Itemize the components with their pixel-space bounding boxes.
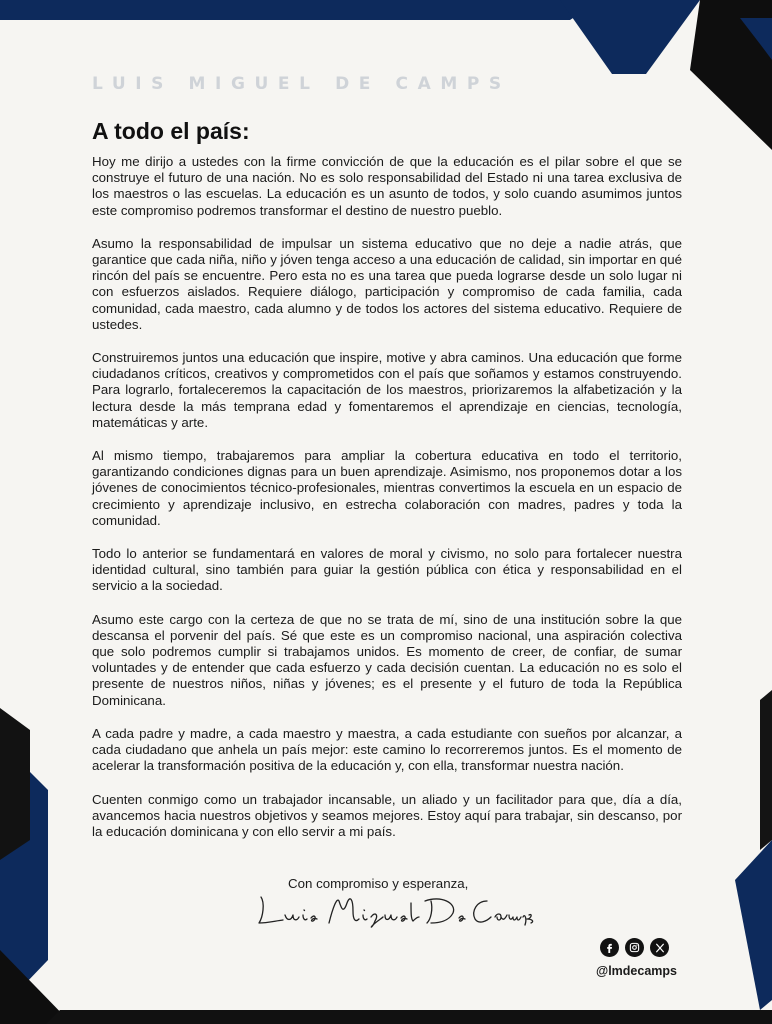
x-icon[interactable] (650, 938, 669, 957)
paragraph: Todo lo anterior se fundamentará en valores de moral y civismo, no solo para fortalecer nuestra identidad cultural, sino también para guiar la gestión pública con ética y responsabilidad en el servicio a la sociedad. (92, 546, 682, 594)
paragraph: Asumo este cargo con la certeza de que no se trata de mí, sino de una institución sobre la que descansa el porvenir del país. Sé que este es un compromiso nacional, una aspiración colectiva que solo podremos cumplir si trabajamos unidos. Es momento de creer, de confiar, de sumar voluntades y de entender que cada esfuerzo y cada decisión cuentan. La educación no es solo el presente de nuestros niños, niñas y jóvenes; es el presente y el futuro de toda la República Dominicana. (92, 611, 682, 708)
letter-body (92, 154, 682, 857)
paragraph: Hoy me dirijo a ustedes con la firme convicción de que la educación es el pilar sobre el que se construye el futuro de una nación. No es solo responsabilidad del Estado ni una tarea exclusiva de los maestros o las escuelas. La educación es un asunto de todos, y solo cuando asumimos juntos este compromiso podremos transformar el destino de nuestro pueblo. (92, 154, 682, 218)
handwritten-signature (255, 893, 535, 931)
instagram-icon[interactable] (625, 938, 644, 957)
social-handle[interactable]: @lmdecamps (596, 964, 677, 978)
author-header: LUIS MIGUEL DE CAMPS (92, 74, 511, 94)
bottom-black-band (46, 1010, 772, 1024)
closing-line: Con compromiso y esperanza, (288, 876, 469, 891)
top-navy-band (0, 0, 600, 20)
paragraph: Cuenten conmigo como un trabajador incansable, un aliado y un facilitador para que, día a día, avancemos hacia nuestros objetivos y seamos mejores. Estoy aquí para trabajar, sin descanso, por la educación dominicana y con ello servir a mi país. (92, 791, 682, 839)
top-right-navy-shape (560, 0, 700, 74)
bottom-right-navy-shape (735, 840, 772, 1010)
paragraph: Asumo la responsabilidad de impulsar un sistema educativo que no deje a nadie atrás, que garantice que cada niña, niño y jóven tenga acceso a una educación de calidad, sin importar en qué rincón del país se encuentre. Pero esta no es una tarea que pueda lograrse desde un solo lugar ni con esfuerzos aislados. Requiere diálogo, participación y compromiso de cada familia, cada comunidad, cada maestro, cada alumno y de todos los actores del sistema educativo. Requiere de ustedes. (92, 235, 682, 332)
paragraph: Al mismo tiempo, trabajaremos para ampliar la cobertura educativa en todo el territorio, garantizando condiciones dignas para un buen aprendizaje. Asimismo, nos proponemos dotar a los jóvenes de conocimientos técnico-profesionales, mientras convertimos la escuela en un espacio de crecimiento y aprendizaje inclusivo, en estrecha colaboración con madres, padres y toda la comunidad. (92, 448, 682, 528)
facebook-icon[interactable] (600, 938, 619, 957)
paragraph: A cada padre y madre, a cada maestro y maestra, a cada estudiante con sueños por alcanzar, a cada ciudadano que anhela un país mejor: este camino lo recorreremos juntos. Es el momento de acelerar la transformación positiva de la educación y, con ella, transformar nuestra nación. (92, 725, 682, 774)
letter-title: A todo el país: (92, 118, 250, 144)
social-icons (600, 938, 669, 957)
bottom-right-black-shape (760, 690, 772, 850)
bottom-left-black-shape (0, 708, 30, 860)
paragraph: Construiremos juntos una educación que inspire, motive y abra caminos. Una educación que forme ciudadanos críticos, creativos y comprometidos con el país que soñamos y estamos construyendo. Para lograrlo, fortaleceremos la capacitación de los maestros, priorizaremos la alfabetización y la lectura desde la más temprana edad y fomentaremos el aprendizaje en ciencias, tecnología, matemáticas y arte. (92, 350, 682, 430)
